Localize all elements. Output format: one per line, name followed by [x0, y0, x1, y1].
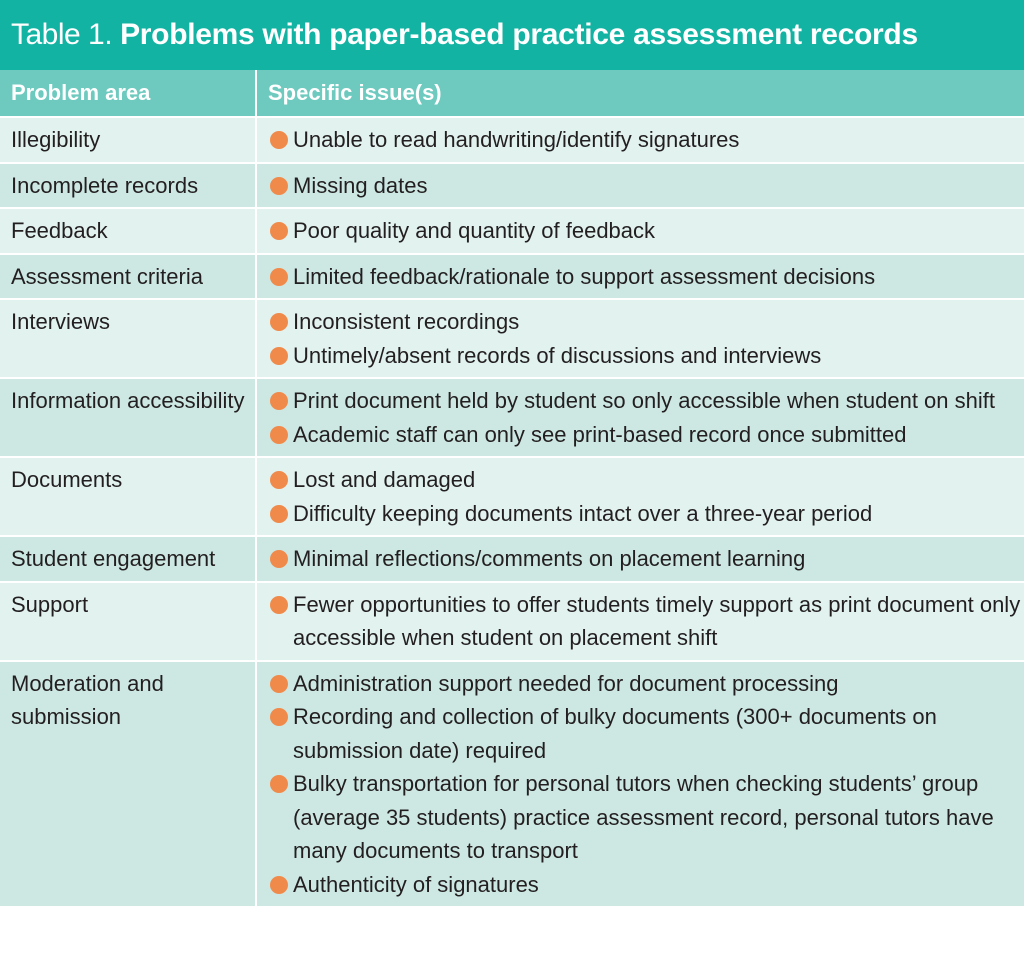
specific-issues-cell [256, 661, 1024, 907]
bullet-dot-icon [270, 596, 288, 614]
issue-text: Poor quality and quantity of feedback [293, 218, 656, 243]
specific-issues-cell [256, 536, 1024, 582]
issue-item [268, 123, 1024, 157]
bullet-dot-icon [270, 675, 288, 693]
problems-table [0, 70, 1024, 906]
bullet-dot-icon [270, 775, 288, 793]
issue-item [268, 305, 1024, 339]
issue-text: Authenticity of signatures [293, 871, 539, 897]
specific-issues-cell [256, 582, 1024, 661]
issue-item [268, 868, 1024, 902]
bullet-dot-icon [270, 876, 288, 894]
bullet-dot-icon [270, 313, 288, 331]
issue-list [268, 260, 1024, 294]
table-title [0, 0, 1024, 70]
issue-text: Bulky transportation for personal tutors when checking students’ group (average 35 students) practice assessment record, personal tutors have many documents to transport [293, 771, 994, 863]
issue-text: Fewer opportunities to offer students timely support as print document only accessible when student on placement shift [293, 591, 1021, 650]
bullet-dot-icon [270, 426, 288, 444]
table-row [0, 378, 1024, 457]
issue-list [268, 384, 1024, 451]
table-caption: Problems with paper-based practice assessment records [120, 18, 918, 51]
issue-text: Academic staff can only see print-based record once submitted [293, 421, 907, 447]
specific-issues-cell [256, 163, 1024, 209]
specific-issues-cell [256, 254, 1024, 300]
table-row [0, 208, 1024, 254]
issue-list [268, 214, 1024, 248]
issue-item [268, 169, 1024, 203]
bullet-dot-icon [270, 505, 288, 523]
issue-item [268, 418, 1024, 452]
specific-issues-cell [256, 299, 1024, 378]
table-row [0, 117, 1024, 163]
issue-item [268, 588, 1024, 655]
issue-item [268, 260, 1024, 294]
issue-item [268, 384, 1024, 418]
issue-text: Limited feedback/rationale to support assessment decisions [293, 263, 876, 289]
problem-area-cell: Assessment criteria [0, 254, 256, 300]
specific-issues-cell [256, 117, 1024, 163]
header-row [0, 70, 1024, 117]
problem-area-cell: Incomplete records [0, 163, 256, 209]
issue-list [268, 123, 1024, 157]
table-row [0, 457, 1024, 536]
issue-item [268, 667, 1024, 701]
issue-list [268, 169, 1024, 203]
table-number: Table 1. [11, 18, 113, 51]
issue-item [268, 767, 1024, 868]
header-specific-issues: Specific issue(s) [256, 70, 1024, 117]
table-row [0, 254, 1024, 300]
specific-issues-cell [256, 378, 1024, 457]
issue-list [268, 542, 1024, 576]
table-row [0, 582, 1024, 661]
bullet-dot-icon [270, 222, 288, 240]
table-row [0, 536, 1024, 582]
issue-text: Unable to read handwriting/identify signatures [293, 127, 740, 152]
issue-text: Administration support needed for document processing [293, 670, 839, 696]
issue-list [268, 305, 1024, 372]
issue-text: Recording and collection of bulky documents (300+ documents on submission date) required [293, 704, 937, 763]
issue-text: Print document held by student so only accessible when student on shift [293, 388, 995, 413]
bullet-dot-icon [270, 392, 288, 410]
problem-area-cell: Illegibility [0, 117, 256, 163]
bullet-dot-icon [270, 550, 288, 568]
table-row [0, 661, 1024, 907]
header-problem-area: Problem area [0, 70, 256, 117]
issue-item [268, 542, 1024, 576]
issue-text: Minimal reflections/comments on placement learning [293, 546, 806, 571]
issue-item [268, 463, 1024, 497]
bullet-dot-icon [270, 471, 288, 489]
problem-area-cell: Information accessibility [0, 378, 256, 457]
specific-issues-cell [256, 457, 1024, 536]
issue-list [268, 667, 1024, 902]
issue-item [268, 700, 1024, 767]
problem-area-cell: Support [0, 582, 256, 661]
specific-issues-cell [256, 208, 1024, 254]
issue-text: Difficulty keeping documents intact over a three-year period [293, 500, 873, 526]
table-row [0, 163, 1024, 209]
issue-text: Missing dates [293, 172, 428, 198]
table-row [0, 299, 1024, 378]
problem-area-cell: Feedback [0, 208, 256, 254]
issue-text: Untimely/absent records of discussions and interviews [293, 342, 822, 368]
bullet-dot-icon [270, 131, 288, 149]
bullet-dot-icon [270, 177, 288, 195]
bullet-dot-icon [270, 708, 288, 726]
problem-area-cell: Moderation and submission [0, 661, 256, 907]
issue-item [268, 214, 1024, 248]
problem-area-cell: Documents [0, 457, 256, 536]
issue-text: Inconsistent recordings [293, 309, 520, 334]
problem-area-cell: Student engagement [0, 536, 256, 582]
bullet-dot-icon [270, 268, 288, 286]
issue-text: Lost and damaged [293, 467, 476, 492]
problem-area-cell: Interviews [0, 299, 256, 378]
issue-list [268, 463, 1024, 530]
issue-list [268, 588, 1024, 655]
issue-item [268, 497, 1024, 531]
issue-item [268, 339, 1024, 373]
bullet-dot-icon [270, 347, 288, 365]
